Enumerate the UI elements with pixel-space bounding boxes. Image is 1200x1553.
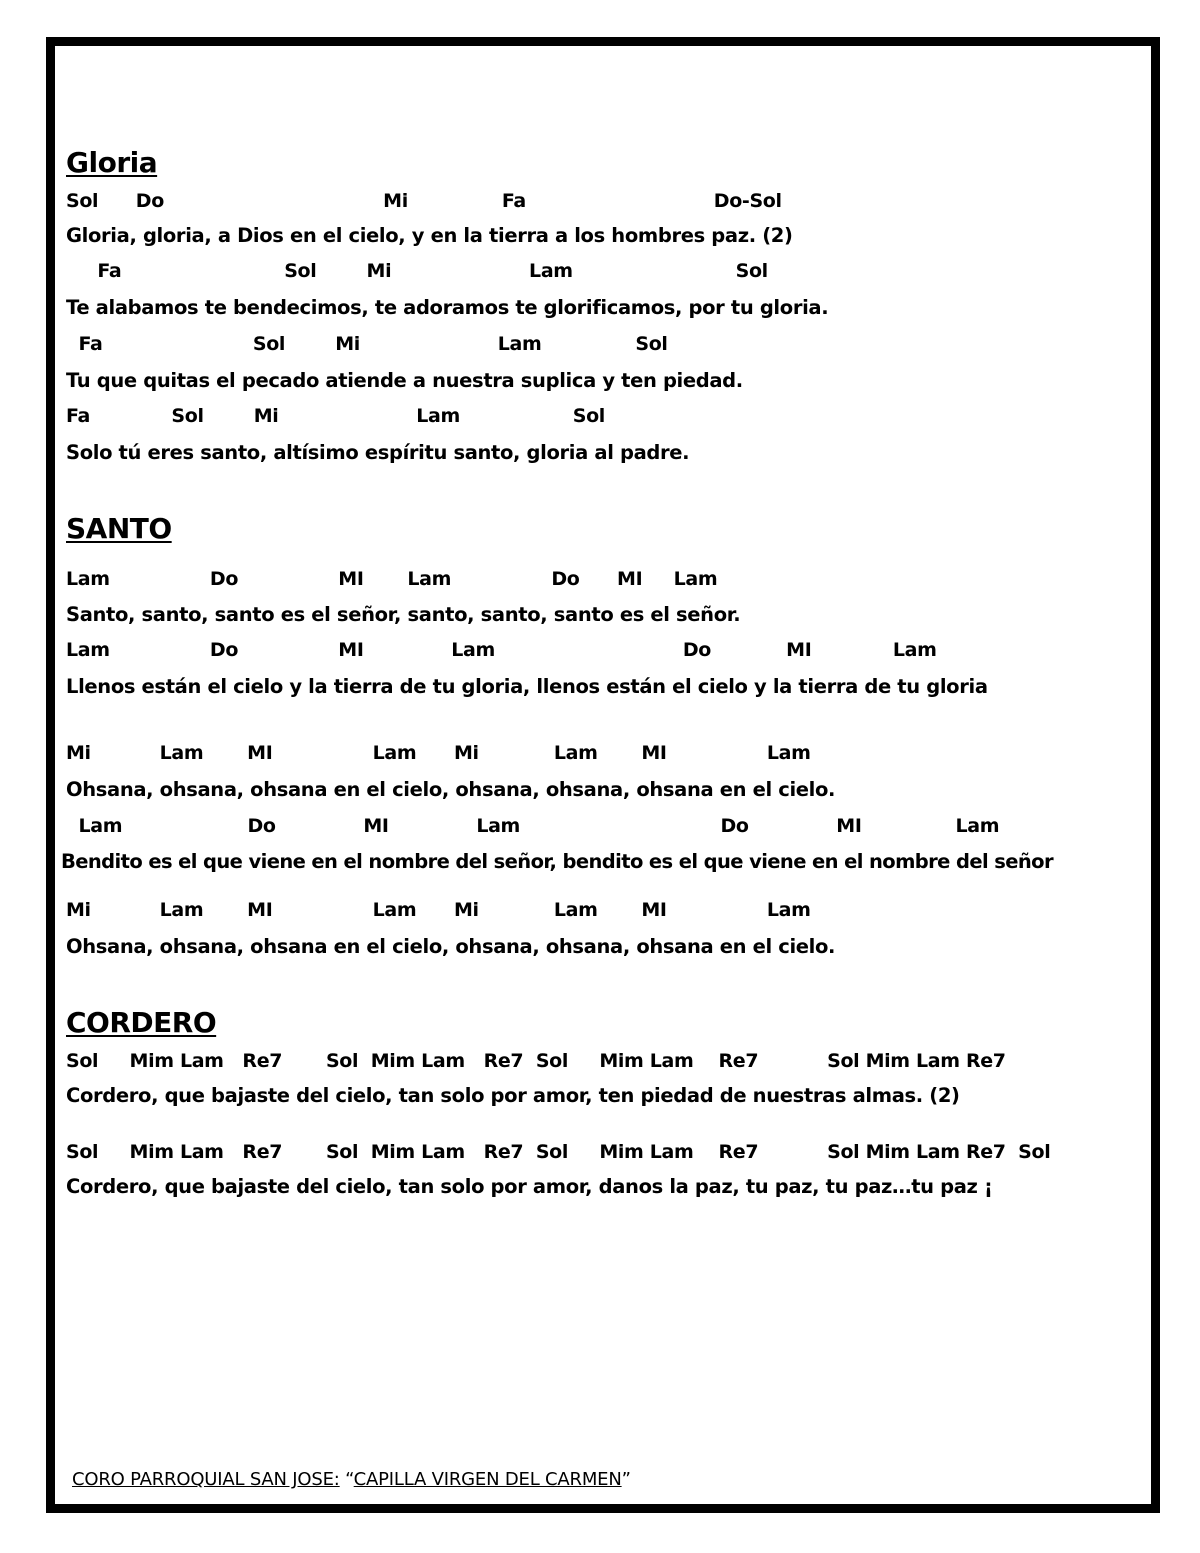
- footer-open-quote: “: [339, 1469, 354, 1490]
- lyric-line: Te alabamos te bendecimos, te adoramos te glorificamos, por tu gloria.: [66, 296, 829, 319]
- lyric-line: Cordero, que bajaste del cielo, tan solo por amor, ten piedad de nuestras almas. (2): [66, 1084, 960, 1107]
- chord-line: Lam Do MI Lam Do MI Lam: [66, 568, 718, 590]
- footer-choir: CORO PARROQUIAL SAN JOSE:: [72, 1469, 340, 1490]
- footer: [72, 1469, 631, 1491]
- lyric-line: Ohsana, ohsana, ohsana en el cielo, ohsana, ohsana, ohsana en el cielo.: [66, 778, 836, 801]
- lyric-line: Llenos están el cielo y la tierra de tu gloria, llenos están el cielo y la tierra de tu gloria: [66, 675, 988, 698]
- chord-line: Sol Mim Lam Re7 Sol Mim Lam Re7 Sol Mim Lam Re7 Sol Mim Lam Re7: [66, 1050, 1006, 1072]
- section-title-gloria: Gloria: [66, 146, 158, 179]
- chord-line: Fa Sol Mi Lam Sol: [66, 260, 768, 282]
- footer-close-quote: ”: [621, 1469, 631, 1490]
- lyric-line: Santo, santo, santo es el señor, santo, santo, santo es el señor.: [66, 603, 741, 626]
- chord-line: Fa Sol Mi Lam Sol: [66, 333, 668, 355]
- chord-line: Sol Mim Lam Re7 Sol Mim Lam Re7 Sol Mim Lam Re7 Sol Mim Lam Re7 Sol: [66, 1141, 1051, 1163]
- lyric-line: Solo tú eres santo, altísimo espíritu santo, gloria al padre.: [66, 441, 690, 464]
- lyric-line: Bendito es el que viene en el nombre del señor, bendito es el que viene en el nombre del señor: [61, 850, 1053, 873]
- chord-line: Mi Lam MI Lam Mi Lam MI Lam: [66, 899, 811, 921]
- section-title-santo: SANTO: [66, 512, 172, 545]
- chord-line: Lam Do MI Lam Do MI Lam: [66, 815, 1000, 837]
- lyric-line: Cordero, que bajaste del cielo, tan solo por amor, danos la paz, tu paz, tu paz…tu paz ¡: [66, 1175, 993, 1198]
- footer-chapel: CAPILLA VIRGEN DEL CARMEN: [353, 1469, 622, 1490]
- chord-line: Sol Do Mi Fa Do-Sol: [66, 190, 782, 212]
- chord-line: Lam Do MI Lam Do MI Lam: [66, 639, 937, 661]
- chord-line: Mi Lam MI Lam Mi Lam MI Lam: [66, 742, 811, 764]
- section-title-cordero: CORDERO: [66, 1006, 217, 1039]
- lyric-line: Tu que quitas el pecado atiende a nuestra suplica y ten piedad.: [66, 369, 743, 392]
- lyric-line: Gloria, gloria, a Dios en el cielo, y en la tierra a los hombres paz. (2): [66, 224, 793, 247]
- lyric-line: Ohsana, ohsana, ohsana en el cielo, ohsana, ohsana, ohsana en el cielo.: [66, 935, 836, 958]
- chord-line: Fa Sol Mi Lam Sol: [66, 405, 605, 427]
